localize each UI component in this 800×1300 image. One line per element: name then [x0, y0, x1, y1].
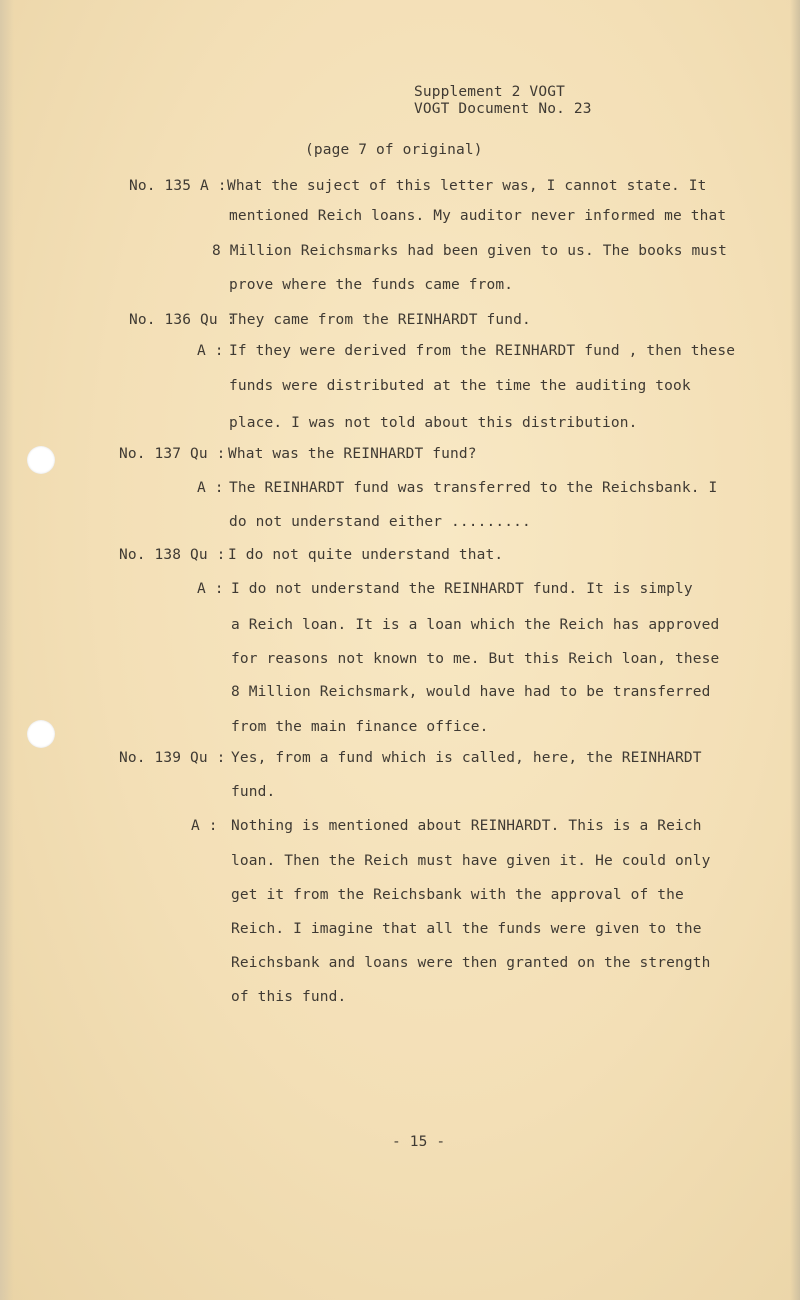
entry-138-answer-label: A :	[197, 581, 224, 597]
entry-139-answer-line-4: Reich. I imagine that all the funds were given to the	[231, 921, 702, 937]
entry-138-answer-line-5: from the main finance office.	[231, 719, 489, 735]
entry-138-answer-line-2: a Reich loan. It is a loan which the Reich has approved	[231, 617, 720, 633]
entry-137-answer-line-1: The REINHARDT fund was transferred to the Reichsbank. I	[229, 480, 718, 496]
punch-hole-bottom	[27, 720, 55, 748]
entry-138-answer-line-3: for reasons not known to me. But this Reich loan, these	[231, 651, 720, 667]
entry-136-answer-label: A :	[197, 343, 224, 359]
entry-139-answer-line-2: loan. Then the Reich must have given it. He could only	[231, 853, 711, 869]
entry-135-line-2: mentioned Reich loans. My auditor never informed me that	[229, 208, 727, 224]
entry-137-answer-label: A :	[197, 480, 224, 496]
entry-136-answer-line-3: place. I was not told about this distribution.	[229, 415, 638, 431]
entry-138-answer-line-4: 8 Million Reichsmark, would have had to be transferred	[231, 684, 711, 700]
entry-139-line-2: fund.	[231, 784, 276, 800]
entry-137-label: No. 137 Qu :	[119, 446, 226, 462]
punch-hole-top	[27, 446, 55, 474]
entry-137-answer-line-2: do not understand either .........	[229, 514, 531, 530]
entry-135-line-1: What the suject of this letter was, I cannot state. It	[227, 178, 707, 194]
entry-139-answer-line-5: Reichsbank and loans were then granted on the strength	[231, 955, 711, 971]
entry-136-answer-line-1: If they were derived from the REINHARDT fund , then these	[229, 343, 736, 359]
entry-135-line-4: prove where the funds came from.	[229, 277, 514, 293]
supplement-reference: Supplement 2 VOGT	[414, 84, 565, 100]
page-number: - 15 -	[392, 1134, 446, 1150]
entry-138-label: No. 138 Qu :	[119, 547, 226, 563]
entry-138-answer-line-1: I do not understand the REINHARDT fund. It is simply	[231, 581, 693, 597]
entry-137-line-1: What was the REINHARDT fund?	[228, 446, 477, 462]
entry-139-answer-line-6: of this fund.	[231, 989, 347, 1005]
entry-136-line-1: They came from the REINHARDT fund.	[229, 312, 531, 328]
entry-136-label: No. 136 Qu :	[129, 312, 236, 328]
entry-139-answer-line-1: Nothing is mentioned about REINHARDT. This is a Reich	[231, 818, 702, 834]
entry-135-label: No. 135 A :	[129, 178, 227, 194]
document-number: VOGT Document No. 23	[414, 101, 592, 117]
entry-139-line-1: Yes, from a fund which is called, here, the REINHARDT	[231, 750, 702, 766]
page-of-original: (page 7 of original)	[305, 142, 483, 158]
entry-139-answer-line-3: get it from the Reichsbank with the approval of the	[231, 887, 684, 903]
entry-136-answer-line-2: funds were distributed at the time the auditing took	[229, 378, 691, 394]
entry-139-label: No. 139 Qu :	[119, 750, 226, 766]
entry-138-line-1: I do not quite understand that.	[228, 547, 504, 563]
entry-139-answer-label: A :	[191, 818, 218, 834]
entry-135-line-3: 8 Million Reichsmarks had been given to us. The books must	[212, 243, 728, 259]
